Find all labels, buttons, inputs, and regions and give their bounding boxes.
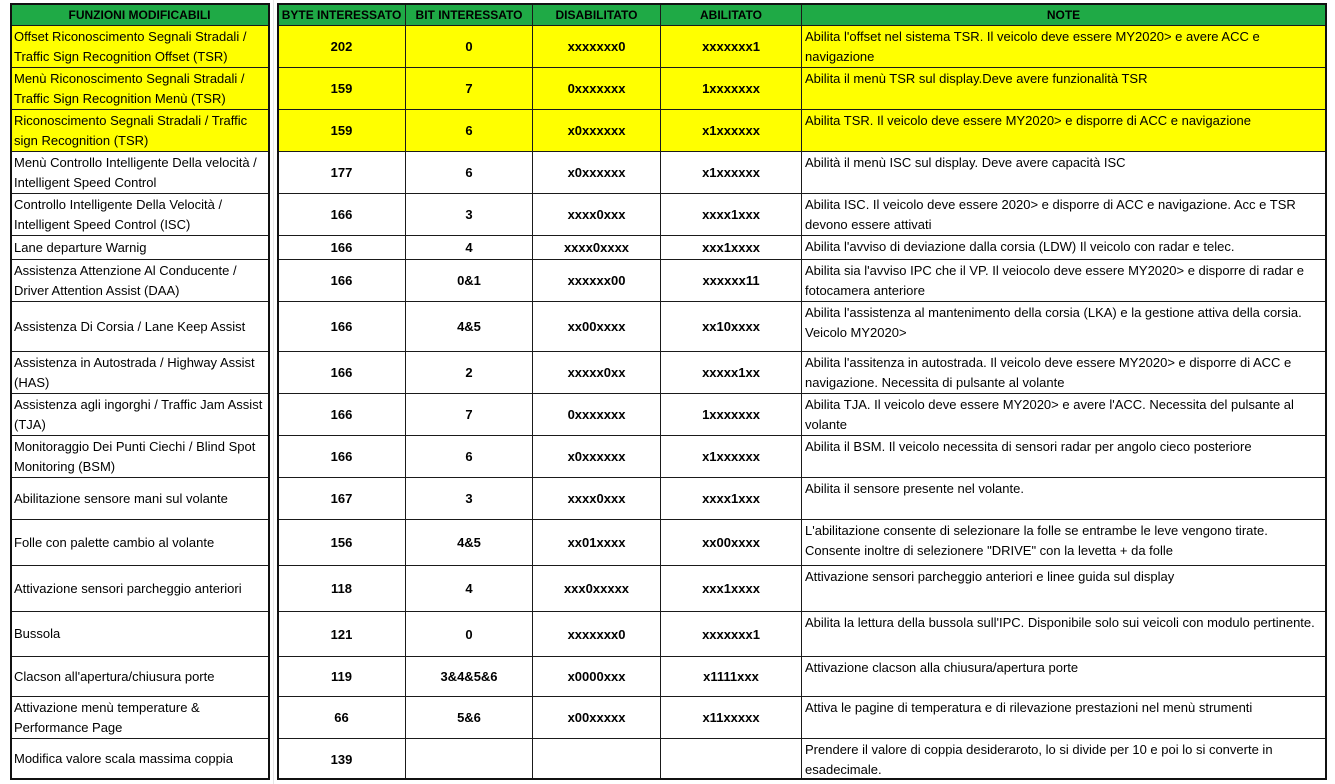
cell-disabilitato[interactable] — [533, 194, 661, 236]
cell-bit-text: 0 — [465, 626, 473, 642]
cell-funzione[interactable] — [11, 436, 269, 478]
cell-disabilitato-text: xxxx0xxx — [567, 491, 626, 506]
cell-funzione-text: Assistenza Attenzione Al Conducente / Driver Attention Assist (DAA) — [14, 262, 237, 298]
cell-disabilitato-text: x0xxxxxx — [567, 449, 626, 464]
cell-abilitato[interactable] — [661, 302, 802, 352]
cell-funzione-text: Riconoscimento Segnali Stradali / Traffic sign Recognition (TSR) — [14, 112, 248, 148]
cell-funzione[interactable] — [11, 394, 269, 436]
cell-abilitato[interactable] — [661, 436, 802, 478]
cell-bit[interactable] — [406, 739, 533, 780]
cell-abilitato-text: 1xxxxxxx — [702, 407, 760, 422]
cell-note[interactable] — [802, 657, 1326, 697]
cell-funzione[interactable] — [11, 739, 269, 780]
cell-byte-text: 202 — [330, 39, 353, 54]
cell-abilitato[interactable] — [661, 566, 802, 612]
cell-bit[interactable] — [406, 26, 533, 68]
cell-note[interactable] — [802, 152, 1326, 194]
cell-bit-text: 3 — [465, 207, 473, 222]
cell-note-text: Abilita il menù TSR sul display.Deve avere funzionalità TSR — [805, 71, 1148, 86]
cell-funzione-text: Menù Controllo Intelligente Della velocità / Intelligent Speed Control — [14, 154, 257, 190]
cell-abilitato-text: xxxxxxx1 — [702, 626, 760, 642]
cell-funzione[interactable] — [11, 566, 269, 612]
cell-funzione[interactable] — [11, 260, 269, 302]
cell-bit-text: 7 — [465, 81, 473, 96]
cell-abilitato[interactable] — [661, 110, 802, 152]
cell-byte-text: 66 — [334, 710, 349, 725]
cell-disabilitato-text: xxxxx0xx — [567, 365, 626, 380]
cell-disabilitato[interactable] — [533, 436, 661, 478]
cell-bit[interactable] — [406, 436, 533, 478]
cell-byte-text: 167 — [330, 491, 353, 506]
cell-note-text: Abilità il menù ISC sul display. Deve avere capacità ISC — [805, 155, 1126, 170]
cell-disabilitato-text: xx01xxxx — [567, 535, 626, 550]
cell-disabilitato[interactable] — [533, 612, 661, 657]
cell-note[interactable] — [802, 352, 1326, 394]
cell-disabilitato[interactable] — [533, 152, 661, 194]
cell-disabilitato-text: x0000xxx — [567, 669, 626, 684]
cell-abilitato[interactable] — [661, 68, 802, 110]
cell-abilitato-text: xxxx1xxx — [702, 207, 760, 222]
cell-bit[interactable] — [406, 394, 533, 436]
cell-funzione[interactable] — [11, 697, 269, 739]
cell-byte[interactable] — [278, 260, 406, 302]
cell-funzione-text: Abilitazione sensore mani sul volante — [14, 490, 228, 506]
cell-bit[interactable] — [406, 194, 533, 236]
cell-funzione-text: Attivazione menù temperature & Performance Page — [14, 699, 200, 735]
cell-abilitato-text: xxxxx1xx — [702, 365, 760, 380]
cell-funzione[interactable] — [11, 26, 269, 68]
cell-disabilitato-text: 0xxxxxxx — [567, 81, 626, 96]
cell-note-text: Abilita l'assistenza al mantenimento della corsia (LKA) e la gestione attiva della corsia. Veicolo MY2020> — [805, 305, 1302, 340]
cell-byte-text: 159 — [330, 81, 353, 96]
cell-note-text: Attivazione clacson alla chiusura/apertura porte — [805, 660, 1079, 675]
cell-disabilitato[interactable] — [533, 302, 661, 352]
cell-byte[interactable] — [278, 152, 406, 194]
cell-disabilitato-text: xxx0xxxxx — [563, 581, 630, 596]
cell-abilitato[interactable] — [661, 739, 802, 780]
cell-funzione-text: Modifica valore scala massima coppia — [14, 751, 233, 766]
cell-abilitato[interactable] — [661, 352, 802, 394]
cell-byte[interactable] — [278, 520, 406, 566]
cell-byte[interactable] — [278, 352, 406, 394]
cell-note-text: Abilita il sensore presente nel volante. — [805, 481, 1024, 496]
cell-byte[interactable] — [278, 697, 406, 739]
cell-byte[interactable] — [278, 194, 406, 236]
cell-disabilitato[interactable] — [533, 657, 661, 697]
cell-byte-text: 166 — [330, 365, 353, 380]
cell-note[interactable] — [802, 697, 1326, 739]
cell-abilitato-text: x11xxxxx — [702, 710, 760, 725]
cell-abilitato-text: xxx1xxxx — [702, 240, 760, 255]
cell-disabilitato-text: xxxx0xxxx — [563, 240, 630, 255]
cell-bit[interactable] — [406, 260, 533, 302]
cell-bit-text: 6 — [465, 123, 473, 138]
cell-disabilitato[interactable] — [533, 236, 661, 260]
cell-disabilitato[interactable] — [533, 739, 661, 780]
header-abilitato[interactable]: ABILITATO — [661, 4, 802, 26]
cell-note[interactable] — [802, 520, 1326, 566]
cell-byte[interactable] — [278, 236, 406, 260]
cell-note-text: Abilita sia l'avviso IPC che il VP. Il veiocolo deve essere MY2020> e disporre di radar e fotocamera anteriore — [805, 263, 1305, 298]
cell-note[interactable] — [802, 612, 1326, 657]
cell-note[interactable] — [802, 739, 1326, 780]
cell-funzione[interactable] — [11, 110, 269, 152]
cell-bit-text: 7 — [465, 407, 473, 422]
cell-disabilitato[interactable] — [533, 478, 661, 520]
cell-bit[interactable] — [406, 478, 533, 520]
cell-byte[interactable] — [278, 478, 406, 520]
cell-disabilitato[interactable] — [533, 697, 661, 739]
cell-note[interactable] — [802, 566, 1326, 612]
cell-abilitato[interactable] — [661, 394, 802, 436]
cell-byte-text: 156 — [330, 535, 353, 550]
cell-abilitato[interactable] — [661, 236, 802, 260]
cell-byte-text: 166 — [330, 449, 353, 464]
cell-note-text: Prendere il valore di coppia desideraroto, lo si divide per 10 e poi lo si converte in esadecimale. — [805, 742, 1273, 777]
cell-funzione[interactable] — [11, 194, 269, 236]
cell-abilitato-text: xxx1xxxx — [702, 581, 760, 596]
cell-note[interactable] — [802, 436, 1326, 478]
cell-funzione-text: Menù Riconoscimento Segnali Stradali / Traffic Sign Recognition Menù (TSR) — [14, 70, 245, 106]
cell-disabilitato[interactable] — [533, 566, 661, 612]
cell-funzione-text: Lane departure Warnig — [14, 239, 147, 255]
cell-funzione-text: Assistenza in Autostrada / Highway Assist (HAS) — [14, 354, 255, 390]
header-bit[interactable]: BIT INTERESSATO — [406, 4, 533, 26]
cell-bit[interactable] — [406, 566, 533, 612]
cell-note[interactable] — [802, 110, 1326, 152]
cell-byte[interactable] — [278, 110, 406, 152]
cell-note-text: Abilita l'avviso di deviazione dalla corsia (LDW) Il veicolo con radar e telec. — [805, 239, 1235, 254]
cell-bit[interactable] — [406, 520, 533, 566]
cell-abilitato-text: xxxxxx11 — [702, 273, 760, 288]
cell-abilitato[interactable] — [661, 478, 802, 520]
cell-byte-text: 119 — [331, 669, 352, 684]
column-gap-divider — [273, 0, 274, 784]
cell-funzione-text: Attivazione sensori parcheggio anteriori — [14, 580, 242, 596]
cell-byte[interactable] — [278, 436, 406, 478]
cell-disabilitato-text: xxxx0xxx — [567, 207, 626, 222]
cell-bit[interactable] — [406, 352, 533, 394]
cell-disabilitato-text: 0xxxxxxx — [567, 407, 626, 422]
cell-note[interactable] — [802, 478, 1326, 520]
cell-funzione-text: Folle con palette cambio al volante — [14, 534, 215, 550]
cell-byte[interactable] — [278, 394, 406, 436]
cell-disabilitato-text: x0xxxxxx — [567, 123, 626, 138]
cell-note[interactable] — [802, 302, 1326, 352]
cell-abilitato[interactable] — [661, 260, 802, 302]
cell-byte-text: 177 — [330, 165, 353, 180]
cell-bit[interactable] — [406, 236, 533, 260]
cell-disabilitato[interactable] — [533, 110, 661, 152]
cell-disabilitato-text: xxxxxxx0 — [567, 626, 626, 642]
cell-disabilitato[interactable] — [533, 520, 661, 566]
cell-byte[interactable] — [278, 612, 406, 657]
cell-funzione-text: Assistenza agli ingorghi / Traffic Jam Assist (TJA) — [14, 396, 263, 432]
cell-note[interactable] — [802, 236, 1326, 260]
cell-note[interactable] — [802, 260, 1326, 302]
cell-bit[interactable] — [406, 697, 533, 739]
cell-byte-text: 166 — [330, 207, 353, 222]
cell-byte-text: 166 — [330, 319, 353, 334]
cell-funzione-text: Assistenza Di Corsia / Lane Keep Assist — [14, 318, 246, 334]
cell-byte[interactable] — [278, 302, 406, 352]
cell-abilitato[interactable] — [661, 520, 802, 566]
cell-byte-text: 166 — [330, 240, 353, 255]
cell-bit-text: 4 — [465, 240, 473, 255]
cell-bit[interactable] — [406, 302, 533, 352]
cell-bit-text: 4&5 — [457, 319, 481, 334]
cell-note-text: Abilita l'assitenza in autostrada. Il veicolo deve essere MY2020> e disporre di ACC e navigazione. Necessita di pulsante al volante — [805, 355, 1292, 390]
cell-disabilitato-text: x00xxxxx — [567, 710, 626, 725]
cell-byte[interactable] — [278, 739, 406, 780]
cell-note[interactable] — [802, 194, 1326, 236]
cell-byte-text: 166 — [330, 407, 353, 422]
cell-bit-text: 4&5 — [457, 535, 481, 550]
cell-funzione-text: Clacson all'apertura/chiusura porte — [14, 668, 215, 684]
cell-abilitato[interactable] — [661, 152, 802, 194]
cell-byte[interactable] — [278, 68, 406, 110]
cell-abilitato-text: 1xxxxxxx — [702, 81, 760, 96]
cell-funzione[interactable] — [11, 657, 269, 697]
cell-abilitato-text: x1xxxxxx — [702, 123, 760, 138]
cell-funzione-text: Offset Riconoscimento Segnali Stradali / Traffic Sign Recognition Offset (TSR) — [14, 28, 247, 64]
cell-note-text: Abilita la lettura della bussola sull'IPC. Disponibile solo sui veicoli con modulo pertinente. — [805, 615, 1315, 630]
cell-bit[interactable] — [406, 657, 533, 697]
cell-note-text: Attiva le pagine di temperatura e di rilevazione prestazioni nel menù strumenti — [805, 700, 1253, 715]
cell-byte[interactable] — [278, 26, 406, 68]
cell-disabilitato[interactable] — [533, 260, 661, 302]
cell-funzione-text: Monitoraggio Dei Punti Ciechi / Blind Spot Monitoring (BSM) — [14, 438, 256, 474]
cell-funzione[interactable] — [11, 302, 269, 352]
cell-note-text: Attivazione sensori parcheggio anteriori e linee guida sul display — [805, 569, 1175, 584]
cell-byte[interactable] — [278, 657, 406, 697]
cell-funzione[interactable] — [11, 236, 269, 260]
cell-byte-text: 166 — [330, 273, 353, 288]
cell-funzione[interactable] — [11, 352, 269, 394]
cell-byte-text: 159 — [330, 123, 353, 138]
cell-abilitato-text: xxxx1xxx — [702, 491, 760, 506]
cell-bit-text: 6 — [465, 165, 473, 180]
cell-bit-text: 3&4&5&6 — [440, 669, 498, 684]
cell-abilitato[interactable] — [661, 657, 802, 697]
cell-note[interactable] — [802, 394, 1326, 436]
cell-funzione[interactable] — [11, 520, 269, 566]
cell-funzione[interactable] — [11, 152, 269, 194]
cell-bit-text: 0&1 — [457, 273, 481, 288]
cell-byte-text: 139 — [330, 751, 353, 767]
header-note[interactable]: NOTE — [802, 4, 1326, 26]
cell-note-text: Abilita TSR. Il veicolo deve essere MY2020> e disporre di ACC e navigazione — [805, 113, 1251, 128]
cell-bit-text: 3 — [465, 491, 473, 506]
cell-abilitato-text: xxxxxxx1 — [702, 39, 760, 54]
cell-abilitato-text: x1111xxx — [703, 669, 759, 684]
cell-funzione[interactable] — [11, 612, 269, 657]
cell-disabilitato[interactable] — [533, 68, 661, 110]
cell-abilitato[interactable] — [661, 194, 802, 236]
cell-disabilitato-text: xxxxxxx0 — [567, 39, 626, 54]
header-funzioni[interactable]: FUNZIONI MODIFICABILI — [11, 4, 269, 26]
cell-disabilitato[interactable] — [533, 26, 661, 68]
cell-bit[interactable] — [406, 612, 533, 657]
cell-bit-text: 0 — [465, 39, 473, 54]
cell-bit[interactable] — [406, 152, 533, 194]
cell-byte[interactable] — [278, 566, 406, 612]
cell-funzione[interactable] — [11, 68, 269, 110]
cell-bit-text: 5&6 — [457, 710, 481, 725]
cell-abilitato-text: x1xxxxxx — [702, 449, 760, 464]
cell-abilitato-text: x1xxxxxx — [702, 165, 760, 180]
cell-disabilitato[interactable] — [533, 394, 661, 436]
cell-disabilitato-text: xxxxxx00 — [567, 273, 626, 288]
cell-byte-text: 121 — [330, 626, 353, 642]
cell-disabilitato[interactable] — [533, 352, 661, 394]
header-disabilitato[interactable]: DISABILITATO — [533, 4, 661, 26]
header-byte[interactable]: BYTE INTERESSATO — [278, 4, 406, 26]
cell-disabilitato-text: x0xxxxxx — [567, 165, 626, 180]
cell-note[interactable] — [802, 26, 1326, 68]
cell-funzione-text: Controllo Intelligente Della Velocità / Intelligent Speed Control (ISC) — [14, 196, 223, 232]
cell-note-text: Abilita TJA. Il veicolo deve essere MY2020> e avere l'ACC. Necessita del pulsante al volante — [805, 397, 1294, 432]
cell-disabilitato-text: xx00xxxx — [567, 319, 626, 334]
cell-bit-text: 6 — [465, 449, 473, 464]
cell-byte-text: 118 — [331, 581, 352, 596]
cell-bit-text: 2 — [465, 365, 473, 380]
cell-abilitato[interactable] — [661, 612, 802, 657]
cell-note-text: Abilita l'offset nel sistema TSR. Il veicolo deve essere MY2020> e avere ACC e navigazione — [805, 29, 1260, 64]
cell-abilitato[interactable] — [661, 26, 802, 68]
cell-note[interactable] — [802, 68, 1326, 110]
cell-bit[interactable] — [406, 110, 533, 152]
cell-abilitato-text: xx00xxxx — [702, 535, 760, 550]
cell-bit-text: 4 — [465, 581, 473, 596]
cell-funzione[interactable] — [11, 478, 269, 520]
cell-bit[interactable] — [406, 68, 533, 110]
cell-note-text: Abilita il BSM. Il veicolo necessita di sensori radar per angolo cieco posteriore — [805, 439, 1252, 454]
cell-abilitato-text: xx10xxxx — [702, 319, 760, 334]
cell-abilitato[interactable] — [661, 697, 802, 739]
cell-note-text: Abilita ISC. Il veicolo deve essere 2020> e disporre di ACC e navigazione. Acc e TSR devono essere attivati — [805, 197, 1296, 232]
cell-note-text: L'abilitazione consente di selezionare la folle se entrambe le leve vengono tirate. Consente inoltre di selezionere "DRIVE" con la levetta + da folle — [805, 523, 1268, 558]
cell-funzione-text: Bussola — [14, 626, 61, 641]
